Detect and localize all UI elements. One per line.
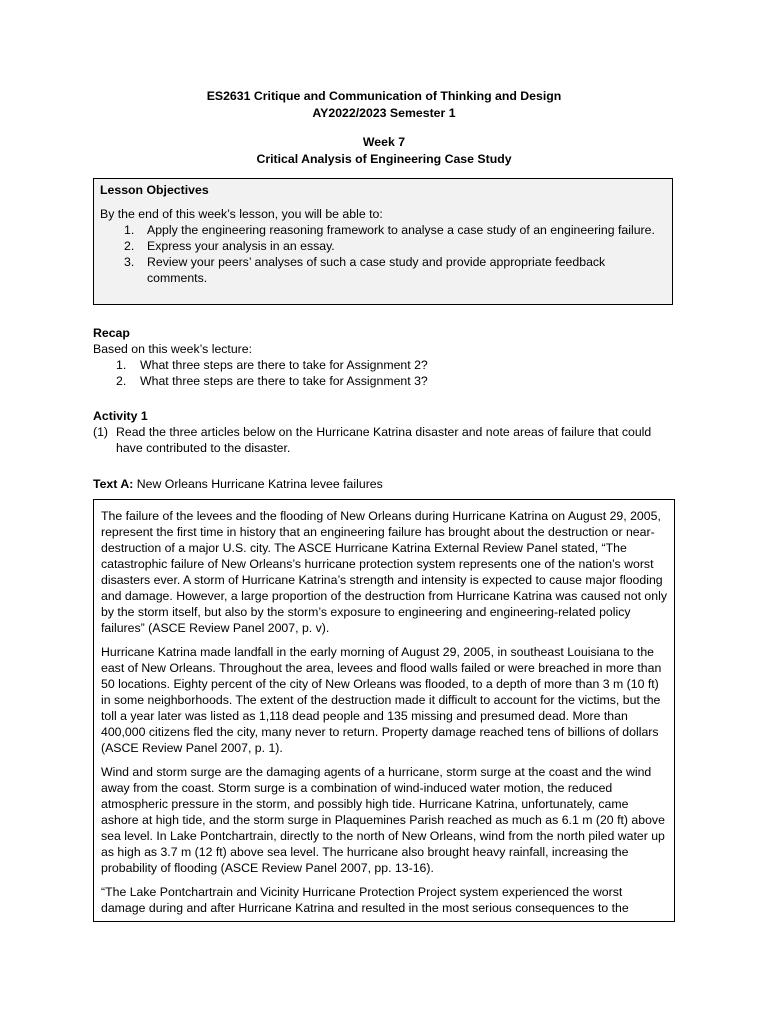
text-a-heading [93,476,673,492]
topic-title: Critical Analysis of Engineering Case Study [256,152,512,166]
list-item: 1. What three steps are there to take for Assignment 2? [116,358,428,372]
semester-title: AY2022/2023 Semester 1 [312,106,456,120]
list-item: 2. Express your analysis in an essay. [124,239,335,253]
course-title: ES2631 Critique and Communication of Thinking and Design [206,89,562,103]
recap-list [93,357,673,389]
text-a-paragraph: Hurricane Katrina made landfall in the early morning of August 29, 2005, in southeast Louisiana to the east of New Orleans. Throughout the area, levees and flood walls failed or were breached in more than 50 locations. Eighty percent of the city of New Orleans was flooded, to a depth of more than 3 m (10 ft) in some neighborhoods. The extent of the destruction made it difficult to account for the victims, but the toll a year later was listed as 1,118 dead people and 135 missing and presumed dead. More than 400,000 citizens fled the city, many never to return. Property damage reached tens of billions of dollars (ASCE Review Panel 2007, p. 1). [101,645,662,755]
lesson-objectives-box [93,178,673,305]
text-a-label: Text A: [93,477,134,491]
text-a-paragraph: “The Lake Pontchartrain and Vicinity Hurricane Protection Project system experienced the worst damage during and after Hurricane Katrina and resulted in the most serious consequences to the [101,885,629,915]
recap-heading: Recap [93,326,130,340]
list-item: (1) Read the three articles below on the Hurricane Katrina disaster and note areas of failure that could have contributed to the disaster. [93,425,652,455]
list-item: 1. Apply the engineering reasoning framework to analyse a case study of an engineering failure. [124,223,655,237]
text-a-title: New Orleans Hurricane Katrina levee failures [136,477,383,491]
recap-section [93,325,673,389]
objectives-heading: Lesson Objectives [100,183,209,197]
text-a-paragraph: The failure of the levees and the flooding of New Orleans during Hurricane Katrina on August 29, 2005, represent the first time in history that an engineering failure has brought about the destruction or near-destruction of a major U.S. city. The ASCE Hurricane Katrina External Review Panel stated, “The catastrophic failure of New Orleans’s hurricane protection system represents one of the nation’s worst disasters ever. A storm of Hurricane Katrina’s strength and intensity is expected to cause major flooding and damage. However, a large proportion of the destruction from Hurricane Katrina was caused not only by the storm itself, but also by the storm’s exposure to engineering and engineering-related policy failures” (ASCE Review Panel 2007, p. v). [101,509,667,635]
text-a-paragraph: Wind and storm surge are the damaging agents of a hurricane, storm surge at the coast and the wind away from the coast. Storm surge is a combination of wind-induced water motion, the reduced atmospheric pressure in the storm, and possibly high tide. Hurricane Katrina, unfortunately, came ashore at high tide, and the storm surge in Plaquemines Parish reached as much as 6.1 m (20 ft) above sea level. In Lake Pontchartrain, directly to the north of New Orleans, wind from the north piled water up as high as 3.7 m (12 ft) above sea level. The hurricane also brought heavy rainfall, increasing the probability of flooding (ASCE Review Panel 2007, pp. 13-16). [101,765,665,875]
objectives-list [100,222,666,286]
objectives-intro: By the end of this week’s lesson, you will be able to: [100,207,383,221]
activity-section [93,408,673,456]
activity-list [93,424,673,456]
recap-intro: Based on this week’s lecture: [93,342,253,356]
text-a-box [93,499,675,922]
list-item: 2. What three steps are there to take for Assignment 3? [116,374,428,388]
list-item: 3. Review your peers’ analyses of such a case study and provide appropriate feedback comments. [124,255,606,285]
week-title: Week 7 [362,135,406,149]
activity-heading: Activity 1 [93,409,148,423]
